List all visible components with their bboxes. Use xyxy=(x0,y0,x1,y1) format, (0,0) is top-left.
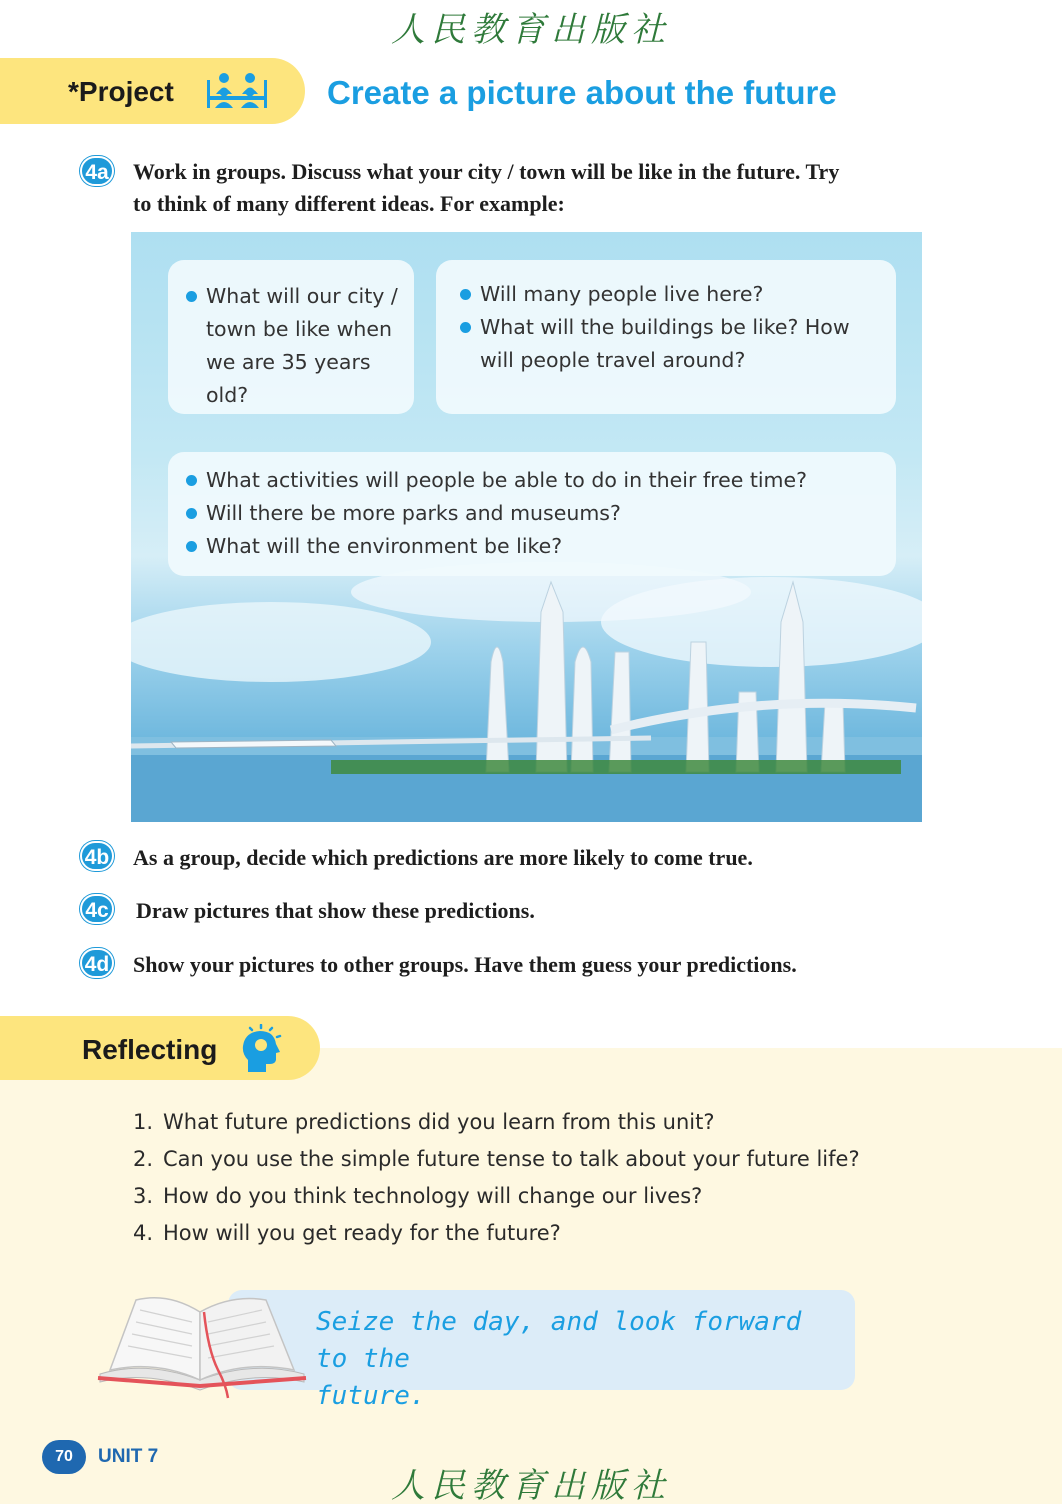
open-book-icon xyxy=(96,1290,308,1400)
question-box-1 xyxy=(168,260,414,414)
step-4b-text: As a group, decide which predictions are more likely to come true. xyxy=(133,845,753,870)
question-box-3-item-3: What will the environment be like? xyxy=(184,530,807,563)
bullet-icon xyxy=(186,541,197,552)
project-tab-label: *Project xyxy=(68,76,174,107)
question-box-2 xyxy=(436,260,896,414)
step-4d-text: Show your pictures to other groups. Have them guess your predictions. xyxy=(133,952,797,977)
question-box-1-line-2: town be like when xyxy=(206,317,393,341)
reflecting-item: 4. How will you get ready for the future? xyxy=(133,1221,561,1245)
question-box-2-item-1: Will many people live here? xyxy=(458,278,850,311)
reflecting-item: 3. How do you think technology will change our lives? xyxy=(133,1184,703,1208)
step-badge-4b: 4b xyxy=(80,841,114,871)
step-badge-4c: 4c xyxy=(80,894,114,924)
question-box-3-item-2: Will there be more parks and museums? xyxy=(184,497,807,530)
step-4a-line-1: Work in groups. Discuss what your city / town will be like in the future. Try xyxy=(133,159,840,184)
future-city-photo xyxy=(131,232,922,822)
project-title: Create a picture about the future xyxy=(327,74,837,111)
reflecting-tab xyxy=(0,1016,320,1080)
question-box-2-item-2: What will the buildings be like? How xyxy=(458,311,850,344)
step-4a-line-2: to think of many different ideas. For example: xyxy=(133,191,565,216)
question-box-2-item-2-cont: will people travel around? xyxy=(480,348,746,372)
reflecting-item: 1. What future predictions did you learn from this unit? xyxy=(133,1110,715,1134)
bullet-icon xyxy=(186,291,197,302)
step-badge-4d: 4d xyxy=(80,948,114,978)
quote-text xyxy=(316,1304,836,1415)
reflecting-tab-label: Reflecting xyxy=(82,1034,218,1065)
quote-line-1: Seize the day, and look forward to the xyxy=(316,1307,802,1374)
unit-label: UNIT 7 xyxy=(98,1446,159,1467)
page-number-badge: 70 xyxy=(42,1440,86,1474)
question-box-3-item-1: What activities will people be able to do in their free time? xyxy=(184,464,807,497)
quote-line-2: future. xyxy=(316,1381,426,1411)
question-box-1-line-3: we are 35 years old? xyxy=(206,350,371,407)
question-box-1-line-1: What will our city / xyxy=(184,280,414,313)
project-tab xyxy=(0,58,305,124)
reflecting-item: 2. Can you use the simple future tense to talk about your future life? xyxy=(133,1147,860,1171)
bullet-icon xyxy=(460,322,471,333)
step-4c-text: Draw pictures that show these predictions. xyxy=(136,898,535,923)
publisher-watermark-bottom: 人民教育出版社 xyxy=(391,1466,671,1504)
question-box-3 xyxy=(168,452,896,576)
publisher-watermark-top: 人民教育出版社 xyxy=(391,10,671,50)
bullet-icon xyxy=(186,508,197,519)
reflecting-question-list xyxy=(133,1104,860,1252)
bullet-icon xyxy=(186,475,197,486)
step-4a-text xyxy=(133,156,839,220)
lightbulb-head-icon xyxy=(240,1024,284,1074)
step-badge-4a: 4a xyxy=(80,156,114,186)
group-discussion-icon xyxy=(206,70,268,112)
bullet-icon xyxy=(460,289,471,300)
